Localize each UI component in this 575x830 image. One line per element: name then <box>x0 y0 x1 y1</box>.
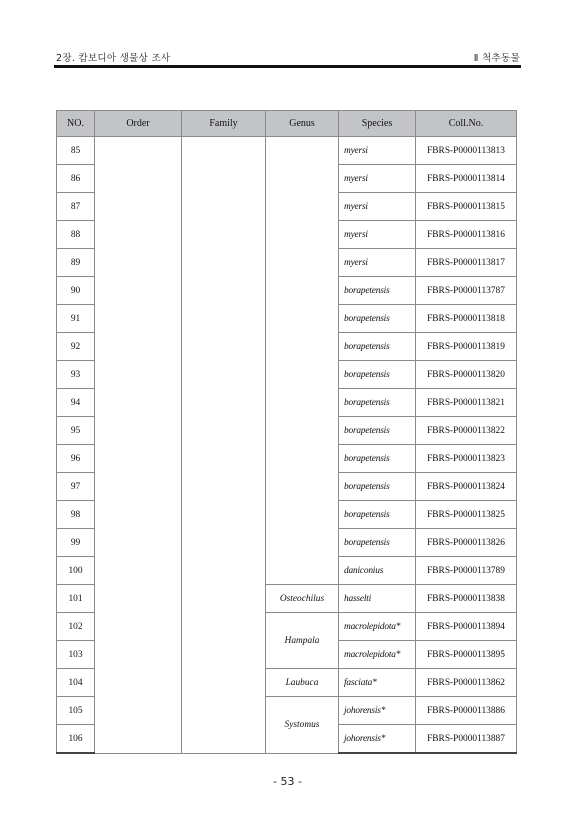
cell-no: 92 <box>57 333 95 361</box>
cell-species: myersi <box>339 137 416 165</box>
cell-species: macrolepidota* <box>339 613 416 641</box>
cell-species: borapetensis <box>339 529 416 557</box>
cell-no: 97 <box>57 473 95 501</box>
cell-genus: Laubuca <box>266 669 339 697</box>
col-header-coll-no: Coll.No. <box>416 111 517 137</box>
cell-no: 93 <box>57 361 95 389</box>
cell-order-merged <box>95 137 182 754</box>
col-header-species: Species <box>339 111 416 137</box>
table-row <box>57 137 517 165</box>
cell-species: borapetensis <box>339 333 416 361</box>
cell-genus: Osteochilus <box>266 585 339 613</box>
cell-no: 103 <box>57 641 95 669</box>
cell-genus-merged: Hampala <box>266 613 339 669</box>
cell-no: 105 <box>57 697 95 725</box>
cell-coll-no: FBRS-P0000113894 <box>416 613 517 641</box>
cell-coll-no: FBRS-P0000113824 <box>416 473 517 501</box>
cell-species: borapetensis <box>339 277 416 305</box>
cell-species: borapetensis <box>339 417 416 445</box>
chapter-header: 2장. 캄보디아 생물상 조사 <box>56 53 171 64</box>
cell-species: johorensis* <box>339 697 416 725</box>
cell-coll-no: FBRS-P0000113821 <box>416 389 517 417</box>
cell-coll-no: FBRS-P0000113815 <box>416 193 517 221</box>
cell-species: myersi <box>339 221 416 249</box>
cell-no: 98 <box>57 501 95 529</box>
cell-no: 87 <box>57 193 95 221</box>
col-header-genus: Genus <box>266 111 339 137</box>
section-header: Ⅱ 척추동물 <box>473 53 520 64</box>
cell-species: myersi <box>339 165 416 193</box>
cell-no: 95 <box>57 417 95 445</box>
cell-no: 88 <box>57 221 95 249</box>
cell-coll-no: FBRS-P0000113819 <box>416 333 517 361</box>
header-rule <box>54 65 521 68</box>
cell-species: borapetensis <box>339 389 416 417</box>
cell-coll-no: FBRS-P0000113895 <box>416 641 517 669</box>
cell-species: daniconius <box>339 557 416 585</box>
cell-no: 89 <box>57 249 95 277</box>
page-number: - 53 - <box>273 775 302 788</box>
cell-species: macrolepidota* <box>339 641 416 669</box>
col-header-no: NO. <box>57 111 95 137</box>
cell-family-merged <box>182 137 266 754</box>
cell-genus-merged: Systomus <box>266 697 339 754</box>
specimen-table <box>56 110 517 754</box>
cell-species: myersi <box>339 193 416 221</box>
cell-no: 104 <box>57 669 95 697</box>
cell-species: borapetensis <box>339 501 416 529</box>
cell-no: 85 <box>57 137 95 165</box>
col-header-order: Order <box>95 111 182 137</box>
cell-species: fasciata* <box>339 669 416 697</box>
cell-coll-no: FBRS-P0000113787 <box>416 277 517 305</box>
cell-coll-no: FBRS-P0000113862 <box>416 669 517 697</box>
table-header-row <box>57 111 517 137</box>
cell-no: 102 <box>57 613 95 641</box>
cell-coll-no: FBRS-P0000113825 <box>416 501 517 529</box>
cell-species: borapetensis <box>339 445 416 473</box>
cell-coll-no: FBRS-P0000113816 <box>416 221 517 249</box>
cell-no: 91 <box>57 305 95 333</box>
cell-coll-no: FBRS-P0000113826 <box>416 529 517 557</box>
cell-coll-no: FBRS-P0000113818 <box>416 305 517 333</box>
cell-genus-merged <box>266 137 339 585</box>
cell-coll-no: FBRS-P0000113886 <box>416 697 517 725</box>
cell-no: 100 <box>57 557 95 585</box>
cell-no: 96 <box>57 445 95 473</box>
cell-coll-no: FBRS-P0000113820 <box>416 361 517 389</box>
cell-no: 101 <box>57 585 95 613</box>
cell-no: 86 <box>57 165 95 193</box>
cell-coll-no: FBRS-P0000113822 <box>416 417 517 445</box>
col-header-family: Family <box>182 111 266 137</box>
cell-coll-no: FBRS-P0000113817 <box>416 249 517 277</box>
cell-coll-no: FBRS-P0000113813 <box>416 137 517 165</box>
cell-no: 106 <box>57 725 95 754</box>
cell-species: borapetensis <box>339 361 416 389</box>
cell-coll-no: FBRS-P0000113887 <box>416 725 517 754</box>
cell-no: 94 <box>57 389 95 417</box>
cell-no: 90 <box>57 277 95 305</box>
cell-no: 99 <box>57 529 95 557</box>
cell-coll-no: FBRS-P0000113789 <box>416 557 517 585</box>
cell-species: johorensis* <box>339 725 416 754</box>
cell-coll-no: FBRS-P0000113814 <box>416 165 517 193</box>
cell-species: myersi <box>339 249 416 277</box>
cell-coll-no: FBRS-P0000113823 <box>416 445 517 473</box>
cell-species: borapetensis <box>339 473 416 501</box>
cell-species: hasselti <box>339 585 416 613</box>
cell-coll-no: FBRS-P0000113838 <box>416 585 517 613</box>
cell-species: borapetensis <box>339 305 416 333</box>
